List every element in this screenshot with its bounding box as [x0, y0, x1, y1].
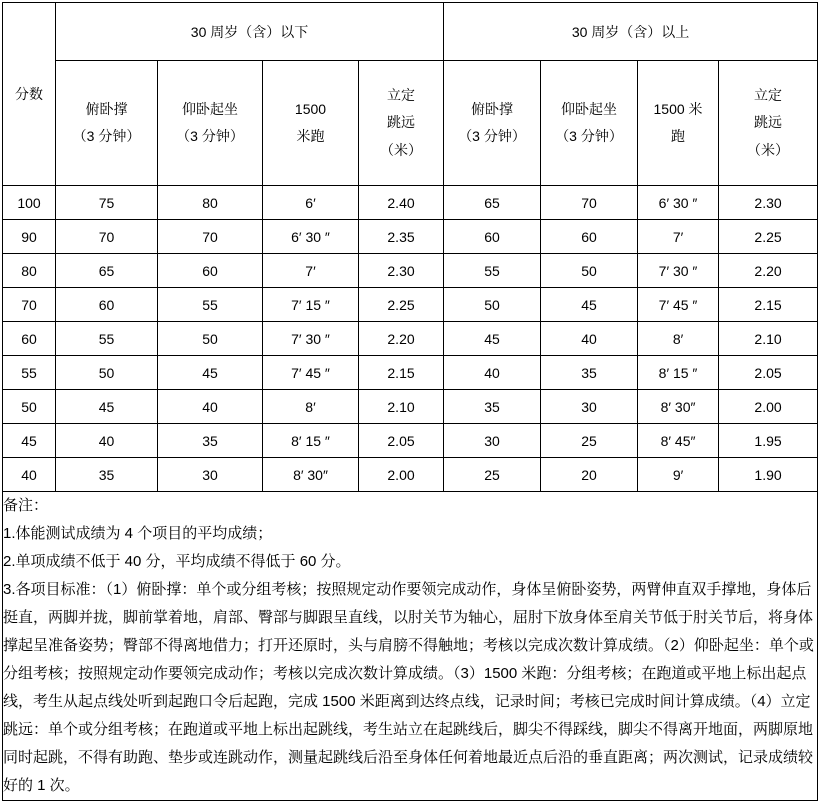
value-cell: 25: [444, 458, 541, 492]
value-cell: 45: [444, 322, 541, 356]
col-header-jump-over30: [719, 61, 818, 186]
score-cell: 70: [3, 288, 56, 322]
col-header-line: （3 分钟）: [458, 128, 526, 144]
value-cell: 60: [541, 220, 638, 254]
value-cell: 8′: [638, 322, 719, 356]
value-cell: 55: [444, 254, 541, 288]
fitness-score-table: [2, 2, 818, 801]
col-header-situps-under30: [158, 61, 263, 186]
table-row: [3, 186, 818, 220]
value-cell: 7′ 45 ″: [263, 356, 359, 390]
value-cell: 35: [541, 356, 638, 390]
value-cell: 45: [158, 356, 263, 390]
group-header-over30: 30 周岁（含）以上: [444, 3, 818, 61]
value-cell: 2.05: [359, 424, 444, 458]
value-cell: 40: [444, 356, 541, 390]
value-cell: 30: [541, 390, 638, 424]
col-header-line: 跳远: [754, 114, 783, 131]
col-header-line: 跳远: [387, 114, 416, 131]
score-cell: 60: [3, 322, 56, 356]
value-cell: 45: [56, 390, 158, 424]
value-cell: 65: [56, 254, 158, 288]
table-row: [3, 356, 818, 390]
value-cell: 6′ 30 ″: [263, 220, 359, 254]
table-row: [3, 424, 818, 458]
score-cell: 100: [3, 186, 56, 220]
col-header-jump-under30: [359, 61, 444, 186]
value-cell: 70: [158, 220, 263, 254]
col-header-line: 跑: [671, 128, 686, 144]
col-header-line: （米）: [380, 141, 423, 158]
value-cell: 8′: [263, 390, 359, 424]
value-cell: 1.95: [719, 424, 818, 458]
value-cell: 7′: [263, 254, 359, 288]
value-cell: 2.20: [719, 254, 818, 288]
value-cell: 6′: [263, 186, 359, 220]
value-cell: 60: [56, 288, 158, 322]
value-cell: 40: [56, 424, 158, 458]
value-cell: 2.25: [719, 220, 818, 254]
score-cell: 80: [3, 254, 56, 288]
col-header-line: 米跑: [296, 128, 325, 144]
group-header-under30: 30 周岁（含）以下: [56, 3, 444, 61]
value-cell: 35: [56, 458, 158, 492]
value-cell: 35: [158, 424, 263, 458]
value-cell: 8′ 30″: [638, 390, 719, 424]
value-cell: 20: [541, 458, 638, 492]
notes-title: 备注：: [3, 497, 49, 514]
col-header-line: 1500 米: [653, 100, 703, 117]
note-item-1: 1.体能测试成绩为 4 个项目的平均成绩；: [3, 525, 273, 542]
col-header-line: （米）: [747, 141, 790, 158]
value-cell: 1.90: [719, 458, 818, 492]
score-column-header: 分数: [3, 3, 56, 186]
value-cell: 65: [444, 186, 541, 220]
value-cell: 8′ 45″: [638, 424, 719, 458]
value-cell: 50: [158, 322, 263, 356]
value-cell: 2.10: [359, 390, 444, 424]
value-cell: 40: [541, 322, 638, 356]
value-cell: 50: [541, 254, 638, 288]
col-header-situps-over30: [541, 61, 638, 186]
value-cell: 2.00: [719, 390, 818, 424]
notes-section: [3, 492, 817, 800]
sub-header-row: [3, 61, 818, 186]
table-row: [3, 288, 818, 322]
score-cell: 55: [3, 356, 56, 390]
value-cell: 25: [541, 424, 638, 458]
value-cell: 60: [158, 254, 263, 288]
col-header-line: 仰卧起坐: [561, 100, 618, 117]
value-cell: 7′ 30 ″: [263, 322, 359, 356]
table-row: [3, 254, 818, 288]
value-cell: 70: [56, 220, 158, 254]
table-row: [3, 220, 818, 254]
value-cell: 45: [541, 288, 638, 322]
value-cell: 2.30: [359, 254, 444, 288]
value-cell: 7′ 45 ″: [638, 288, 719, 322]
value-cell: 35: [444, 390, 541, 424]
table-row: [3, 322, 818, 356]
col-header-line: （3 分钟）: [72, 128, 141, 144]
note-item-3: 3.各项目标准：（1）俯卧撑：单个或分组考核；按照规定动作要领完成动作，身体呈俯卧姿势，两臂伸直双手撑地，身体后挺直，两脚并拢，脚前掌着地，肩部、臀部与脚跟呈直线，以肘关节为轴心，屈肘下放身体至肩关节低于肘关节后，将身体撑起呈准备姿势；臀部不得离地借力；打开还原时，头与肩膀不得触地；考核以完成次数计算成绩。（2）仰卧起坐：单个或分组考核；按照规定动作要领完成动作；考核以完成次数计算成绩。（3）1500 米跑：分组考核；在跑道或平地上标出起点线，考生从起点线处听到起跑口令后起跑，完成 1500 米距离到达终点线，记录时间；考核已完成时间计算成绩。（4）立定跳远：单个或分组考核；在跑道或平地上标出起跳线，考生站立在起跳线后，脚尖不得踩线，脚尖不得离开地面，两脚原地同时起跳，不得有助跑、垫步或连跳动作，测量起跳线后沿至身体任何着地最近点后沿的垂直距离；两次测试，记录成绩较好的 1 次。: [3, 581, 814, 794]
value-cell: 2.05: [719, 356, 818, 390]
value-cell: 2.00: [359, 458, 444, 492]
value-cell: 2.10: [719, 322, 818, 356]
score-cell: 90: [3, 220, 56, 254]
value-cell: 75: [56, 186, 158, 220]
notes-row: [3, 492, 818, 801]
value-cell: 30: [444, 424, 541, 458]
value-cell: 80: [158, 186, 263, 220]
score-cell: 45: [3, 424, 56, 458]
value-cell: 8′ 15 ″: [263, 424, 359, 458]
score-cell: 40: [3, 458, 56, 492]
notes-cell: [3, 492, 818, 801]
col-header-pushups-under30: [56, 61, 158, 186]
col-header-line: 立定: [754, 87, 783, 104]
value-cell: 30: [158, 458, 263, 492]
col-header-run-over30: [638, 61, 719, 186]
value-cell: 55: [158, 288, 263, 322]
value-cell: 50: [444, 288, 541, 322]
value-cell: 8′ 15 ″: [638, 356, 719, 390]
value-cell: 2.25: [359, 288, 444, 322]
value-cell: 2.40: [359, 186, 444, 220]
col-header-line: 俯卧撑: [471, 100, 514, 117]
value-cell: 2.15: [359, 356, 444, 390]
table-row: [3, 458, 818, 492]
note-item-2: 2.单项成绩不低于 40 分，平均成绩不得低于 60 分。: [3, 553, 351, 570]
value-cell: 55: [56, 322, 158, 356]
value-cell: 2.20: [359, 322, 444, 356]
col-header-line: （3 分钟）: [176, 128, 244, 144]
value-cell: 70: [541, 186, 638, 220]
col-header-run-under30: [263, 61, 359, 186]
group-header-row: [3, 3, 818, 61]
col-header-line: （3 分钟）: [555, 128, 623, 144]
value-cell: 6′ 30 ″: [638, 186, 719, 220]
value-cell: 9′: [638, 458, 719, 492]
col-header-line: 仰卧起坐: [182, 100, 238, 117]
value-cell: 7′ 30 ″: [638, 254, 719, 288]
col-header-pushups-over30: [444, 61, 541, 186]
table-row: [3, 390, 818, 424]
col-header-line: 俯卧撑: [85, 100, 128, 117]
value-cell: 8′ 30″: [263, 458, 359, 492]
value-cell: 60: [444, 220, 541, 254]
table-header: [3, 3, 818, 186]
col-header-line: 1500: [294, 100, 327, 117]
value-cell: 40: [158, 390, 263, 424]
col-header-line: 立定: [387, 87, 416, 104]
value-cell: 7′: [638, 220, 719, 254]
score-table-body: [3, 186, 818, 492]
value-cell: 2.30: [719, 186, 818, 220]
value-cell: 7′ 15 ″: [263, 288, 359, 322]
value-cell: 50: [56, 356, 158, 390]
value-cell: 2.15: [719, 288, 818, 322]
value-cell: 2.35: [359, 220, 444, 254]
score-cell: 50: [3, 390, 56, 424]
notes-body: [3, 492, 818, 801]
